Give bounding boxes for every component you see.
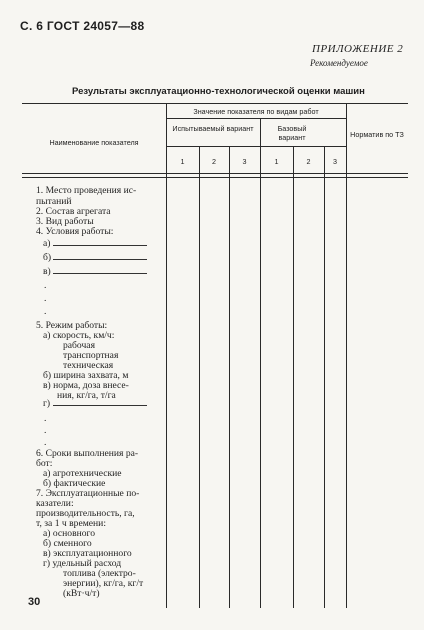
- row-text: 4. Условия работы:: [36, 226, 114, 237]
- header-values-by-type: Значение показателя по видам работ: [193, 107, 319, 116]
- blank-row: [43, 399, 147, 410]
- blank-row: [43, 239, 147, 250]
- fill-line: [53, 405, 147, 406]
- ellipsis-dot: .: [44, 293, 47, 304]
- col-number: 3: [242, 157, 247, 166]
- row-text: 2. Состав агрегата: [36, 206, 111, 217]
- row-text: топлива (электро-: [63, 568, 136, 579]
- row-text: рабочая: [63, 340, 95, 351]
- col-number: 3: [333, 157, 337, 166]
- row-text: 7. Эксплуатационные по-: [36, 488, 140, 499]
- fill-line: [53, 273, 147, 274]
- row-text: в): [43, 266, 51, 277]
- row-text: 6. Сроки выполнения ра-: [36, 448, 139, 459]
- row-text: б) сменного: [43, 538, 92, 549]
- row-text: казатели:: [36, 498, 74, 509]
- fill-line: [53, 245, 147, 246]
- header-norm-tz: Норматив по ТЗ: [350, 130, 404, 139]
- row-text: производительность, га,: [36, 508, 135, 519]
- row-text: г): [43, 398, 51, 409]
- ellipsis-dot: .: [44, 425, 47, 436]
- row-text: б): [43, 252, 52, 263]
- row-text: г) удельный расход: [43, 558, 122, 569]
- appendix-label: ПРИЛОЖЕНИЕ 2: [312, 43, 404, 55]
- row-text: т, за 1 ч времени:: [36, 518, 106, 529]
- col-number: 2: [212, 157, 216, 166]
- blank-row: [43, 253, 147, 264]
- header-base-variant: Базовый вариант: [277, 124, 307, 142]
- row-text: транспортная: [63, 350, 119, 361]
- row-text: техническая: [63, 360, 114, 371]
- row-text: а): [43, 238, 51, 249]
- row-text: 3. Вид работы: [36, 216, 94, 227]
- header-indicator-name: Наименование показателя: [49, 138, 139, 147]
- ellipsis-dot: .: [44, 413, 47, 424]
- header-tested-variant: Испытываемый вариант: [172, 124, 254, 133]
- col-number: 2: [306, 157, 311, 166]
- page-header: С. 6 ГОСТ 24057—88: [20, 19, 145, 33]
- col-number: 1: [180, 157, 185, 166]
- row-text: в) норма, доза внесе-: [43, 380, 129, 391]
- row-text: а) скорость, км/ч:: [43, 330, 115, 341]
- row-text: а) основного: [43, 528, 96, 539]
- row-text: энергии), кг/га, кг/т: [63, 578, 144, 589]
- row-text: в) эксплуатационного: [43, 548, 132, 559]
- ellipsis-dot: .: [44, 437, 47, 448]
- ellipsis-dot: .: [44, 306, 47, 317]
- blank-row: [43, 267, 147, 278]
- fill-line: [53, 259, 147, 260]
- row-text: б) фактические: [43, 478, 106, 489]
- row-text: бот:: [36, 458, 53, 469]
- page-number: 30: [28, 596, 41, 608]
- recommended-label: Рекомендуемое: [310, 58, 368, 68]
- row-text: б) ширина захвата, м: [43, 370, 129, 381]
- row-text: а) агротехнические: [43, 468, 122, 479]
- ellipsis-dot: .: [44, 280, 47, 291]
- row-text: 1. Место проведения ис-: [36, 185, 137, 196]
- row-text: (кВт·ч/т): [63, 588, 100, 599]
- row-text: пытаний: [36, 196, 72, 207]
- document-title: Результаты эксплуатационно-технологической оценки машин: [72, 86, 365, 97]
- col-number: 1: [274, 157, 279, 166]
- row-text: ния, кг/га, т/га: [57, 390, 116, 401]
- row-text: 5. Режим работы:: [36, 320, 108, 331]
